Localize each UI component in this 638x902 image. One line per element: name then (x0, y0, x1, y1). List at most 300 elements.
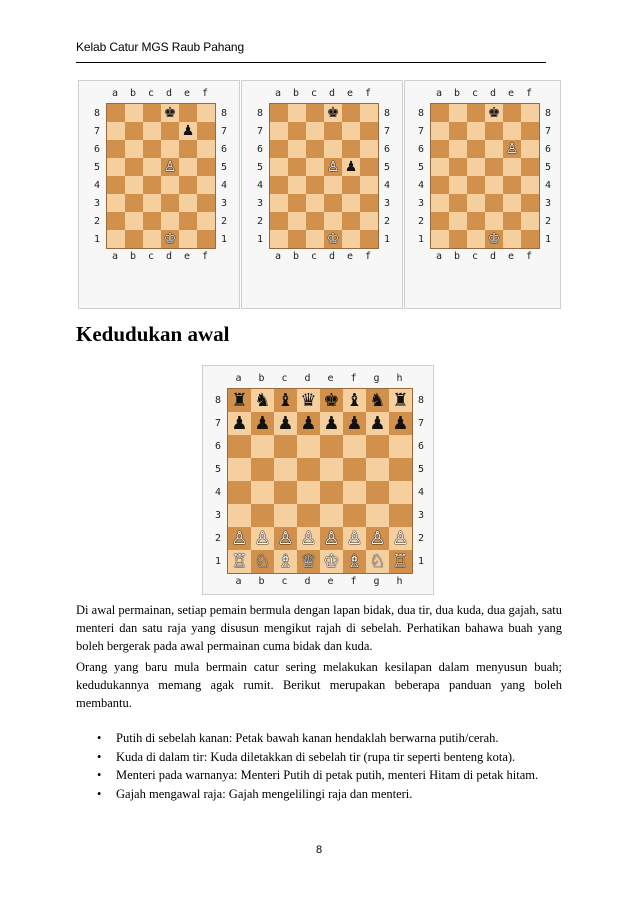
board-square (274, 550, 297, 573)
chess-piece-icon: ♟ (346, 412, 363, 434)
board-square (360, 158, 378, 176)
rank-label: 1 (256, 233, 264, 245)
diagram-2 (241, 80, 403, 309)
board-square (389, 504, 412, 527)
board-square (125, 194, 143, 212)
board-square (389, 550, 412, 573)
board-square (270, 158, 288, 176)
board-square (251, 412, 274, 435)
file-label: b (129, 251, 137, 262)
file-label: a (435, 88, 443, 99)
chess-piece-icon: ♟ (300, 412, 317, 434)
board-square (297, 412, 320, 435)
board-square (366, 389, 389, 412)
board-square (297, 550, 320, 573)
file-label: e (507, 251, 515, 262)
rank-label: 8 (93, 107, 101, 119)
board-square (360, 122, 378, 140)
board-square (306, 122, 324, 140)
chess-piece-icon: ♟ (277, 412, 294, 434)
chess-piece-icon: ♔ (323, 550, 340, 572)
chess-piece-icon: ♔ (326, 231, 340, 247)
bullet-icon: • (97, 786, 102, 801)
file-labels-top (430, 88, 538, 99)
board-square (360, 104, 378, 122)
board-square (270, 230, 288, 248)
board-square (297, 527, 320, 550)
board-square (179, 176, 197, 194)
rank-label: 3 (220, 197, 228, 209)
board-square (324, 104, 342, 122)
rank-label: 7 (256, 125, 264, 137)
board-square (431, 230, 449, 248)
chess-piece-icon: ♚ (326, 105, 340, 121)
board-square (485, 122, 503, 140)
board-square (324, 176, 342, 194)
board-square (324, 122, 342, 140)
rank-label: 6 (220, 143, 228, 155)
board-square (270, 104, 288, 122)
rank-label: 2 (383, 215, 391, 227)
board-square (320, 504, 343, 527)
rank-label: 7 (383, 125, 391, 137)
file-label: g (373, 373, 380, 384)
chess-piece-icon: ♙ (326, 159, 340, 175)
board-square (143, 158, 161, 176)
rank-label: 4 (417, 179, 425, 191)
board-square (342, 194, 360, 212)
board-square (274, 412, 297, 435)
file-label: c (310, 88, 318, 99)
file-label: f (364, 251, 372, 262)
board-square (503, 158, 521, 176)
file-labels-bottom (106, 251, 214, 262)
board-square (161, 212, 179, 230)
chess-piece-icon: ♙ (163, 159, 177, 175)
board-square (521, 176, 539, 194)
rank-label: 2 (256, 215, 264, 227)
board-square (161, 122, 179, 140)
board-square (449, 140, 467, 158)
rank-label: 3 (256, 197, 264, 209)
board-square (521, 140, 539, 158)
board-square (467, 194, 485, 212)
file-label: f (350, 373, 357, 384)
rank-label: 4 (544, 179, 552, 191)
file-label: c (281, 373, 288, 384)
rank-label: 5 (220, 161, 228, 173)
bullet-icon: • (97, 768, 102, 782)
rank-label: 2 (417, 215, 425, 227)
chess-piece-icon: ♟ (323, 412, 340, 434)
chess-piece-icon: ♟ (344, 159, 358, 175)
rank-label: 3 (214, 510, 222, 521)
chess-piece-icon: ♟ (254, 412, 271, 434)
paragraph-2: Orang yang baru mula bermain catur sering melakukan kesilapan dalam menyusun buah; kedudukannya memang agak rumit. Berikut merupakan beberapa panduan yang boleh membantu. (76, 660, 562, 710)
file-label: c (147, 88, 155, 99)
file-label: b (292, 251, 300, 262)
board-square (179, 122, 197, 140)
board-square (366, 412, 389, 435)
board-square (197, 140, 215, 158)
rank-label: 4 (383, 179, 391, 191)
file-label: a (111, 251, 119, 262)
board-square (179, 140, 197, 158)
board-square (360, 212, 378, 230)
rank-label: 5 (417, 161, 425, 173)
board-square (306, 212, 324, 230)
board-square (485, 194, 503, 212)
file-label: b (129, 88, 137, 99)
board-square (389, 481, 412, 504)
board-square (521, 194, 539, 212)
board-square (324, 194, 342, 212)
rank-labels-right (380, 104, 394, 248)
file-labels-bottom (269, 251, 377, 262)
board-square (306, 140, 324, 158)
board-square (343, 389, 366, 412)
board-square (107, 140, 125, 158)
file-label: f (201, 88, 209, 99)
board-square (342, 122, 360, 140)
rank-label: 7 (214, 418, 222, 429)
rank-label: 2 (93, 215, 101, 227)
board-square (306, 194, 324, 212)
rank-label: 1 (93, 233, 101, 245)
board-square (143, 122, 161, 140)
board-square (179, 194, 197, 212)
file-label: f (525, 88, 533, 99)
board-square (125, 104, 143, 122)
board-square (125, 176, 143, 194)
board-square (467, 104, 485, 122)
board-square (179, 158, 197, 176)
board-square (449, 158, 467, 176)
rank-label: 8 (383, 107, 391, 119)
rank-labels-left (90, 104, 104, 248)
rank-label: 1 (417, 556, 425, 567)
board-square (343, 550, 366, 573)
file-label: b (453, 88, 461, 99)
file-label: e (183, 251, 191, 262)
board-square (366, 504, 389, 527)
file-label: d (328, 251, 336, 262)
board-square (503, 122, 521, 140)
file-label: e (346, 88, 354, 99)
paragraph-1: Di awal permainan, setiap pemain bermula dengan lapan bidak, dua tir, dua kuda, dua gajah, satu menteri dan satu raja yang disusun mengikut rajah di sebelah. Perhatikan bahawa buah yang boleh bergerak pada awal permainan cuma bidak dan kuda. (76, 603, 562, 653)
chess-piece-icon: ♙ (277, 527, 294, 549)
board-square (324, 212, 342, 230)
rank-label: 5 (256, 161, 264, 173)
board-square (161, 140, 179, 158)
chess-piece-icon: ♝ (346, 389, 363, 411)
board-square (107, 122, 125, 140)
chess-board (106, 103, 216, 249)
board-square (297, 435, 320, 458)
list-item-text: Gajah mengawal raja: Gajah mengelilingi raja dan menteri. (116, 786, 413, 801)
board-square (179, 230, 197, 248)
board-square (288, 176, 306, 194)
board-square (197, 122, 215, 140)
rank-label: 6 (417, 143, 425, 155)
file-label: g (373, 576, 380, 587)
board-square (251, 435, 274, 458)
board-square (161, 230, 179, 248)
file-label: f (525, 251, 533, 262)
board-square (297, 458, 320, 481)
board-square (125, 230, 143, 248)
file-label: d (489, 251, 497, 262)
board-square (197, 158, 215, 176)
chess-piece-icon: ♙ (231, 527, 248, 549)
diagram-3 (404, 80, 561, 309)
board-square (431, 122, 449, 140)
rank-label: 3 (383, 197, 391, 209)
board-square (228, 412, 251, 435)
file-labels-top (269, 88, 377, 99)
file-label: d (165, 251, 173, 262)
board-square (161, 158, 179, 176)
board-square (288, 230, 306, 248)
chess-piece-icon: ♚ (323, 389, 340, 411)
rank-label: 5 (544, 161, 552, 173)
board-square (251, 550, 274, 573)
chess-piece-icon: ♛ (300, 389, 317, 411)
board-square (320, 389, 343, 412)
board-square (485, 212, 503, 230)
board-square (449, 212, 467, 230)
board-square (197, 104, 215, 122)
board-square (197, 212, 215, 230)
board-square (228, 550, 251, 573)
file-label: c (147, 251, 155, 262)
rank-labels-right (217, 104, 231, 248)
board-square (143, 194, 161, 212)
file-label: d (304, 373, 311, 384)
rank-label: 8 (214, 395, 222, 406)
list-item (76, 729, 566, 748)
file-label: c (471, 88, 479, 99)
board-square (143, 140, 161, 158)
board-square (343, 527, 366, 550)
board-square (228, 527, 251, 550)
board-square (228, 389, 251, 412)
board-square (503, 140, 521, 158)
board-square (360, 230, 378, 248)
file-label: h (396, 576, 403, 587)
board-square (342, 212, 360, 230)
board-square (343, 435, 366, 458)
rank-label: 5 (93, 161, 101, 173)
board-square (360, 176, 378, 194)
board-square (143, 176, 161, 194)
chess-piece-icon: ♙ (392, 527, 409, 549)
board-square (107, 104, 125, 122)
board-square (503, 104, 521, 122)
board-square (297, 389, 320, 412)
board-square (389, 527, 412, 550)
board-square (297, 504, 320, 527)
board-square (306, 230, 324, 248)
board-square (521, 104, 539, 122)
board-square (467, 140, 485, 158)
board-square (274, 481, 297, 504)
rank-label: 1 (544, 233, 552, 245)
file-label: b (292, 88, 300, 99)
board-square (431, 140, 449, 158)
board-square (366, 527, 389, 550)
board-square (270, 140, 288, 158)
file-label: c (310, 251, 318, 262)
board-square (467, 122, 485, 140)
list-item (76, 748, 566, 767)
file-label: d (328, 88, 336, 99)
chess-piece-icon: ♜ (392, 389, 409, 411)
board-square (342, 230, 360, 248)
board-square (521, 212, 539, 230)
header-rule (76, 62, 546, 63)
board-square (125, 158, 143, 176)
board-square (274, 504, 297, 527)
file-label: b (258, 576, 265, 587)
rank-label: 7 (417, 125, 425, 137)
board-square (342, 176, 360, 194)
board-square (449, 176, 467, 194)
rank-label: 5 (383, 161, 391, 173)
board-square (360, 194, 378, 212)
board-square (251, 458, 274, 481)
rank-label: 8 (544, 107, 552, 119)
chess-board (430, 103, 540, 249)
bullet-icon: • (97, 749, 102, 764)
chess-piece-icon: ♖ (231, 550, 248, 572)
rank-label: 1 (214, 556, 222, 567)
list-item-text: Kuda di dalam tir: Kuda diletakkan di sebelah tir (rupa tir seperti benteng kota). (116, 749, 516, 764)
board-square (521, 122, 539, 140)
file-label: e (507, 88, 515, 99)
board-square (485, 158, 503, 176)
board-square (366, 458, 389, 481)
rank-label: 3 (93, 197, 101, 209)
board-square (197, 194, 215, 212)
board-square (179, 212, 197, 230)
chess-piece-icon: ♔ (163, 231, 177, 247)
board-square (431, 212, 449, 230)
rank-label: 4 (93, 179, 101, 191)
rank-label: 7 (417, 418, 425, 429)
chess-piece-icon: ♟ (392, 412, 409, 434)
file-label: a (274, 251, 282, 262)
board-square (228, 435, 251, 458)
board-square (343, 412, 366, 435)
board-square (107, 194, 125, 212)
board-square (288, 194, 306, 212)
file-label: a (274, 88, 282, 99)
file-label: f (350, 576, 357, 587)
board-square (161, 194, 179, 212)
board-square (503, 230, 521, 248)
file-label: f (201, 251, 209, 262)
board-square (107, 230, 125, 248)
board-square (467, 212, 485, 230)
rank-label: 6 (544, 143, 552, 155)
board-square (320, 458, 343, 481)
board-square (449, 194, 467, 212)
header-title: Kelab Catur MGS Raub Pahang (76, 40, 245, 54)
chess-piece-icon: ♚ (487, 105, 501, 121)
rank-label: 3 (417, 197, 425, 209)
chess-piece-icon: ♟ (369, 412, 386, 434)
chess-piece-icon: ♙ (254, 527, 271, 549)
board-square (485, 104, 503, 122)
board-square (288, 212, 306, 230)
board-square (366, 435, 389, 458)
tips-list (76, 729, 566, 803)
board-square (343, 504, 366, 527)
rank-label: 6 (417, 441, 425, 452)
board-square (503, 212, 521, 230)
diagram-1 (78, 80, 240, 309)
board-square (389, 458, 412, 481)
rank-label: 2 (417, 533, 425, 544)
board-square (343, 481, 366, 504)
board-square (251, 504, 274, 527)
board-square (449, 122, 467, 140)
board-square (125, 212, 143, 230)
board-square (449, 104, 467, 122)
chess-piece-icon: ♙ (346, 527, 363, 549)
board-square (274, 435, 297, 458)
board-square (342, 104, 360, 122)
file-labels-bottom (227, 576, 411, 587)
board-square (431, 176, 449, 194)
board-square (179, 104, 197, 122)
board-square (251, 527, 274, 550)
file-label: d (165, 88, 173, 99)
file-label: c (281, 576, 288, 587)
chess-piece-icon: ♘ (254, 550, 271, 572)
chess-piece-icon: ♙ (300, 527, 317, 549)
file-label: e (346, 251, 354, 262)
bullet-icon: • (97, 731, 102, 745)
board-square (288, 122, 306, 140)
file-label: d (489, 88, 497, 99)
board-square (251, 481, 274, 504)
board-square (320, 527, 343, 550)
board-square (320, 412, 343, 435)
board-square (251, 389, 274, 412)
board-square (431, 158, 449, 176)
chess-piece-icon: ♗ (277, 550, 294, 572)
rank-label: 4 (214, 487, 222, 498)
rank-label: 6 (256, 143, 264, 155)
board-square (521, 158, 539, 176)
file-label: b (453, 251, 461, 262)
board-square (343, 458, 366, 481)
list-item (76, 785, 566, 804)
board-square (197, 230, 215, 248)
section-heading: Kedudukan awal (76, 322, 230, 346)
board-square (107, 212, 125, 230)
rank-label: 4 (417, 487, 425, 498)
rank-label: 6 (93, 143, 101, 155)
board-square (521, 230, 539, 248)
file-label: f (364, 88, 372, 99)
board-square (320, 481, 343, 504)
board-square (389, 412, 412, 435)
chess-piece-icon: ♙ (505, 141, 519, 157)
board-square (228, 458, 251, 481)
